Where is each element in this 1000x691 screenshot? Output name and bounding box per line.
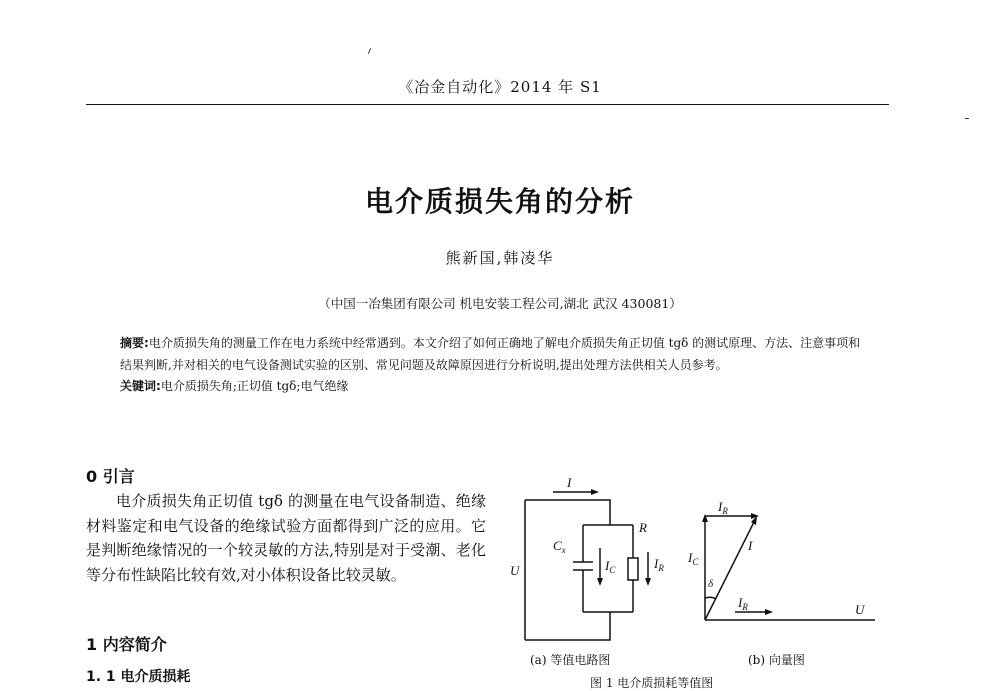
paper-title: 电介质损失角的分析 [364, 185, 635, 218]
label-I: I [567, 475, 572, 490]
caption-a: (a) 等值电路图 [530, 653, 611, 667]
header-rule [86, 104, 889, 105]
journal-header: 《冶金自动化》2014 年 S1 [398, 78, 602, 96]
figure-1 [505, 470, 885, 650]
abstract-paragraph [120, 333, 865, 376]
label-Cx: $C_x$ [553, 538, 566, 555]
vector-diagram [705, 516, 875, 620]
keywords-line [120, 376, 865, 398]
label-R: R [639, 520, 647, 535]
label-U: U [510, 563, 520, 578]
scan-speck [368, 48, 371, 54]
affiliation: （中国一冶集团有限公司 机电安装工程公司,湖北 武汉 430081） [318, 296, 682, 311]
section-0-body [86, 489, 486, 587]
label-IR-top: $I_R$ [718, 499, 728, 516]
abstract-text: 电介质损失角的测量工作在电力系统中经常遇到。本文介绍了如何正确地了解电介质损失角正切值 tgδ 的测试原理、方法、注意事项和结果判断,并对相关的电气设备测试实验的区别、常见问题及故障原因进行分析说明,提出处理方法供相关人员参考。 [120, 336, 861, 372]
keywords-label: 关键词: [120, 379, 161, 393]
label-Ic: $I_C$ [605, 558, 616, 575]
section-0-heading: 0 引言 [86, 467, 135, 486]
intro-paragraph: 电介质损失角正切值 tgδ 的测量在电气设备制造、绝缘材料鉴定和电气设备的绝缘试验方面都得到广泛的应用。它是判断绝缘情况的一个较灵敏的方法,特别是对于受潮、老化等分布性缺陷比较有效,对小体积设备比较灵敏。 [86, 492, 486, 584]
label-I-vector: I [748, 538, 753, 553]
caption-b: (b) 向量图 [748, 653, 805, 667]
abstract-block [120, 333, 865, 398]
label-IR: $I_R$ [654, 556, 664, 573]
scan-speck [965, 118, 969, 119]
authors: 熊新国,韩凌华 [445, 249, 555, 267]
label-IR-bottom: $I_R$ [738, 595, 748, 612]
label-Ic-vector: $I_C$ [688, 550, 699, 567]
label-U-vector: U [855, 602, 865, 617]
section-1-heading: 1 内容简介 [86, 635, 167, 654]
figure-title: 图 1 电介质损耗等值图 [590, 676, 714, 690]
label-delta: δ [708, 578, 714, 590]
circuit-diagram [525, 492, 648, 640]
subsection-1-1-heading: 1. 1 电介质损耗 [86, 669, 191, 685]
keywords-text: 电介质损失角;正切值 tgδ;电气绝缘 [160, 379, 349, 393]
abstract-label: 摘要: [120, 336, 149, 350]
